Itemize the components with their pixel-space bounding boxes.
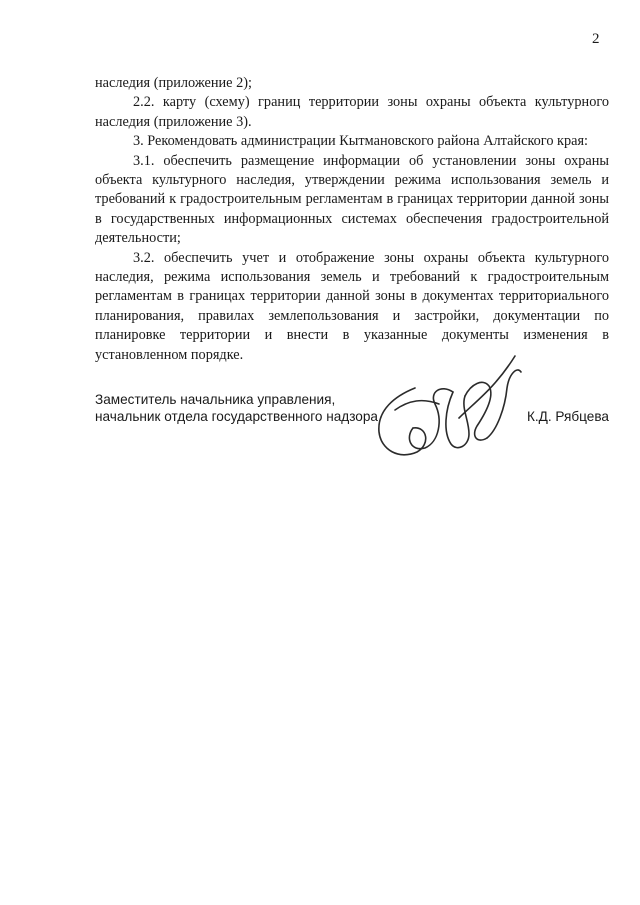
signer-name: К.Д. Рябцева — [526, 409, 609, 424]
handwritten-signature — [365, 348, 525, 472]
signature-block — [95, 391, 609, 425]
paragraph-continuation: наследия (приложение 2); — [95, 75, 252, 91]
paragraph-item-3-2: 3.2. обеспечить учет и отображение зоны охраны объекта культурного наследия, режима использования земель и требований к градостроительным регламентам в границах территории данной зоны в документах территориального планирования, правилах землепользования и застройки, документации по планировке территории и внести в указанные документы изменения в установленном порядке. — [95, 249, 609, 363]
signer-title-line1: Заместитель начальника управления, — [95, 392, 336, 407]
document-body — [95, 74, 609, 365]
paragraph-item-3: 3. Рекомендовать администрации Кытмановского района Алтайского края: — [133, 133, 589, 150]
signer-title-line2: начальник отдела государственного надзора — [95, 409, 378, 424]
paragraph-item-2-2: 2.2. карту (схему) границ территории зоны охраны объекта культурного наследия (приложение 3). — [95, 94, 609, 130]
page-number: 2 — [592, 31, 600, 47]
paragraph-item-3-1: 3.1. обеспечить размещение информации об установлении зоны охраны объекта культурного наследия, утверждении режима использования земель и требований к градостроительным регламентам в границах территории данной зоны в государственных информационных системах обеспечения градостроительной деятельности; — [95, 152, 609, 247]
